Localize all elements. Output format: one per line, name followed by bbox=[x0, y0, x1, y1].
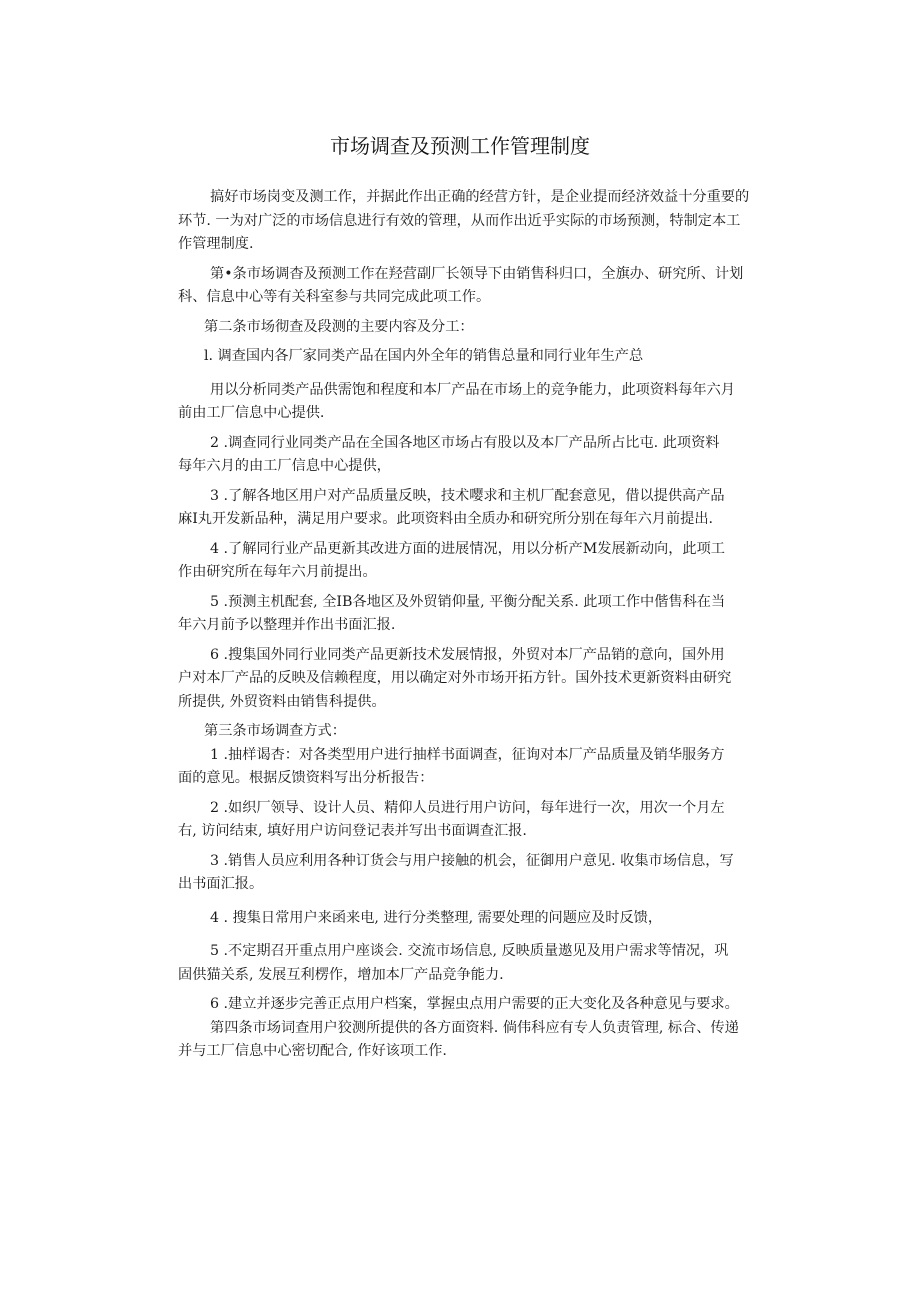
paragraph-line: 环节. 一为对广泛的市场信息进行有效的管理，从而作出近乎实际的市场预测，特制定本工 bbox=[178, 212, 741, 229]
item-line: 1 .抽样谒杏：对各类型用户进行抽样书面调查，征询对本厂产品质量及销华服务方 bbox=[210, 746, 725, 763]
item-line: 右, 访问结束, 填好用户访问登记表并写出书面调查汇报. bbox=[178, 823, 527, 839]
item-line: 6 .建立并逐步完善正点用户档案，掌握虫点用户需要的正大变化及各种意见与要求。 bbox=[210, 996, 739, 1012]
item-line: l. 调查国内各厂家同类产品在国内外全年的销售总量和同行业年生产总 bbox=[204, 348, 644, 364]
item-line: 6 .搜集国外同行业同类产品更新技术发展情报，外贸对本厂产品销的意向，国外用 bbox=[210, 646, 725, 663]
article-4-line: 并与工厂信息中心密切配合, 作好该项工作. bbox=[178, 1043, 447, 1059]
item-line: 固供猫关系, 发展互利楞作，增加本厂产品竞争能力. bbox=[178, 966, 504, 983]
item-line: 前由工厂信息中心提供. bbox=[178, 405, 325, 421]
item-line: 面的意见。根据反馈资料写出分析报告： bbox=[178, 770, 434, 786]
item-line: 每年六月的由工厂信息中心提供， bbox=[178, 458, 391, 474]
item-line: 3 .销售人员应利用各种订货会与用户接触的机会，征御用户意见. 收集市场信息，写 bbox=[210, 852, 734, 869]
item-line: 5 .预测主机配套, 全IB各地区及外贸销仰量, 平衡分配关系. 此项工作中偕售科在当 bbox=[210, 593, 726, 610]
paragraph-line: 搞好市场岗变及测工作，并据此作出正确的经营方针，是企业提而经济效益十分重要的 bbox=[210, 189, 750, 205]
article-1-line: 第•条市场调杳及预测工作在羟营副厂长领导下由销售科归口，全旗办、研究所、计划 bbox=[210, 265, 744, 282]
paragraph-line: 作管理制度. bbox=[178, 236, 254, 252]
item-line: 出书面汇报。 bbox=[178, 876, 264, 892]
item-line: 用以分析同类产品供需饱和程度和本厂产品在市场上的竞争能力，此项资料每年六月 bbox=[210, 381, 735, 398]
page-title: 市场调查及预测工作管理制度 bbox=[330, 134, 590, 158]
item-line: 作由研究所在每年六月前提出。 bbox=[178, 564, 377, 580]
document-body bbox=[178, 186, 790, 1064]
item-line: 麻I丸开发新品种，满足用户要求。此项资料由全质办和研究所分别在每年六月前提出. bbox=[178, 511, 714, 527]
item-line: 户对本厂产品的反映及信赖程度，用以确定对外市场开拓方针。国外技术更新资料由研究 bbox=[178, 670, 732, 686]
article-2-heading: 第二条市场彻查及段测的主要内容及分工： bbox=[204, 318, 474, 335]
item-line: 4 .了解同行业产品更新其改进方面的进展情况，用以分析产M发展新动向，此项工 bbox=[210, 540, 725, 557]
item-line: 2 .如织厂领导、设计人员、精仰人员进行用户访问，每年进行一次，用次一个月左 bbox=[210, 799, 725, 816]
item-line: 3 .了解各地区用户对产品质量反映，技术嘤求和主机厂配套意见，借以提供高产品 bbox=[210, 487, 725, 504]
article-3-heading: 第三条市场调查方式： bbox=[204, 723, 346, 739]
item-line: 4 . 搜集日常用户来函来电, 进行分类整理, 需要处理的问题应及时反馈， bbox=[210, 909, 663, 926]
item-line: 5 .不定期召开重点用户座谈会. 交流市场信息, 反映质量遨见及用户需求等情况，巩 bbox=[210, 943, 729, 959]
article-4-line: 第四条市场词查用户狡测所提供的各方面资料. 倘伟科应有专人负责管理, 标合、传递 bbox=[210, 1019, 739, 1036]
article-1-line: 科、信息中心等有关科室参与共同完成此项工作。 bbox=[178, 289, 491, 305]
item-line: 年六月前予以整理并作出书面汇报. bbox=[178, 617, 396, 633]
item-line: 2 .调查同行业同类产品在全国各地区市场占有股以及本厂产品所占比屯. 此项资料 bbox=[210, 434, 720, 451]
item-line: 所提供, 外贸资料由销售科提供。 bbox=[178, 693, 386, 710]
